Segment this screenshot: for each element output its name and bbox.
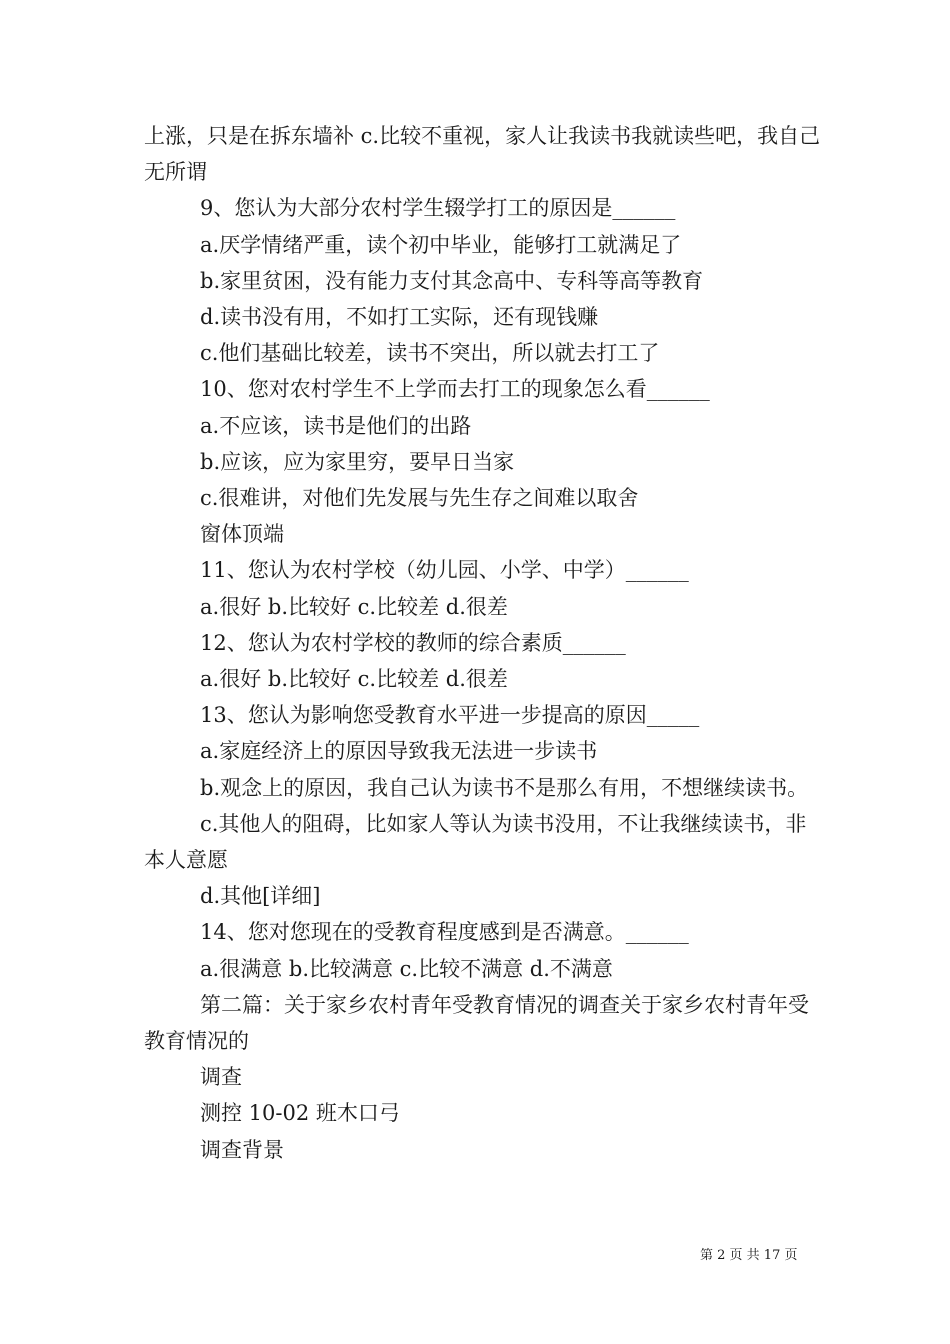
question-10: 10、您对农村学生不上学而去打工的现象怎么看______ bbox=[200, 377, 710, 402]
question-14: 14、您对您现在的受教育程度感到是否满意。______ bbox=[200, 920, 689, 945]
option-text: c.很难讲，对他们先发展与先生存之间难以取舍 bbox=[200, 486, 639, 511]
option-text: b.家里贫困，没有能力支付其念高中、专科等高等教育 bbox=[200, 268, 704, 293]
subsection-heading: 调查背景 bbox=[200, 1137, 284, 1162]
page-number-footer: 第 2 页 共 17 页 bbox=[700, 1248, 798, 1263]
question-11: 11、您认为农村学校（幼儿园、小学、中学）______ bbox=[200, 558, 689, 583]
option-text: a.厌学情绪严重，读个初中毕业，能够打工就满足了 bbox=[200, 232, 682, 257]
section-heading: 第二篇：关于家乡农村青年受教育情况的调查关于家乡农村青年受教育情况的 bbox=[144, 992, 809, 1054]
option-text: d.其他[详细] bbox=[200, 884, 321, 909]
section-subtitle: 调查 bbox=[200, 1065, 242, 1090]
question-13: 13、您认为影响您受教育水平进一步提高的原因_____ bbox=[200, 703, 700, 728]
option-text: d.读书没有用，不如打工实际，还有现钱赚 bbox=[200, 305, 599, 330]
form-top-marker: 窗体顶端 bbox=[200, 522, 284, 547]
document-body bbox=[144, 118, 824, 1168]
paragraph: 上涨，只是在拆东墙补 c.比较不重视，家人让我读书我就读些吧，我自己无所谓 bbox=[144, 124, 821, 185]
question-12: 12、您认为农村学校的教师的综合素质______ bbox=[200, 630, 626, 655]
question-9: 9、您认为大部分农村学生辍学打工的原因是______ bbox=[200, 196, 676, 221]
option-text: c.他们基础比较差，读书不突出，所以就去打工了 bbox=[200, 341, 660, 366]
option-text: a.很好 b.比较好 c.比较差 d.很差 bbox=[200, 594, 508, 619]
author-line: 测控 10-02 班木口弓 bbox=[200, 1101, 400, 1126]
option-text: c.其他人的阻碍，比如家人等认为读书没用，不让我继续读书，非本人意愿 bbox=[144, 811, 807, 873]
option-text: a.很满意 b.比较满意 c.比较不满意 d.不满意 bbox=[200, 956, 613, 981]
option-text: b.观念上的原因，我自己认为读书不是那么有用，不想继续读书。 bbox=[200, 775, 809, 800]
option-text: a.家庭经济上的原因导致我无法进一步读书 bbox=[200, 739, 598, 764]
option-text: b.应该，应为家里穷，要早日当家 bbox=[200, 449, 515, 474]
option-text: a.很好 b.比较好 c.比较差 d.很差 bbox=[200, 667, 508, 692]
option-text: a.不应该，读书是他们的出路 bbox=[200, 413, 472, 438]
